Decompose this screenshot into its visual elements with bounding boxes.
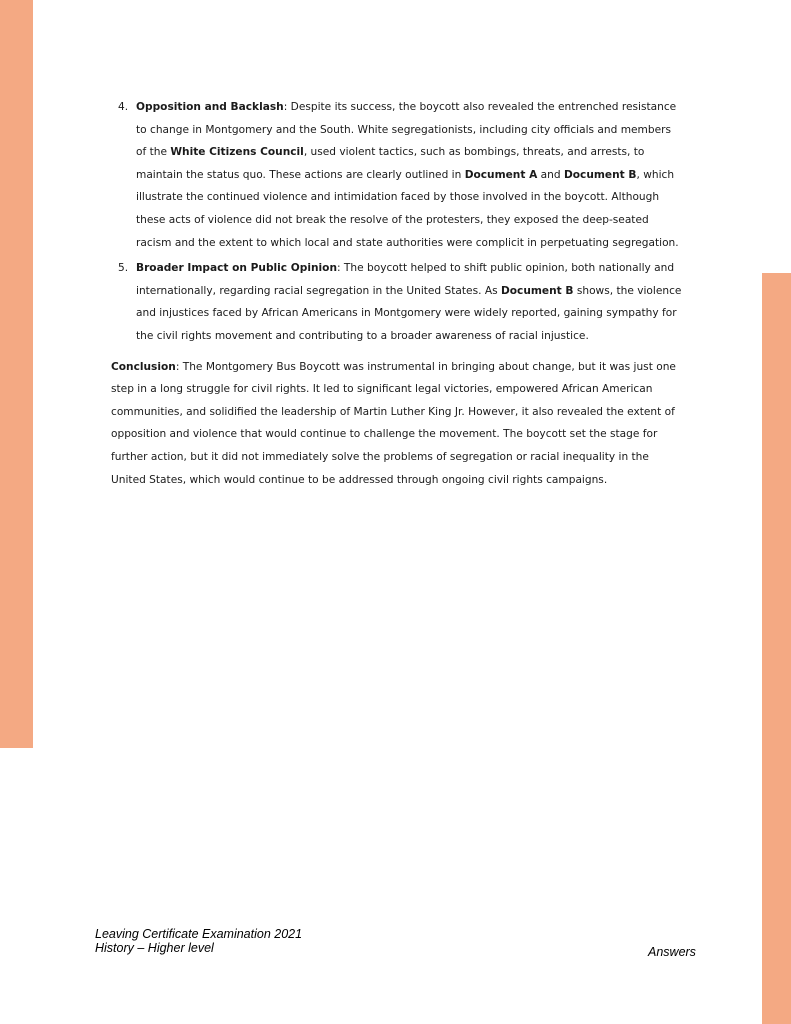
point-text: , used violent tactics, such as bombings, threats, and arrests, to maintain the status quo. These actions are clearly outlined in [136,146,645,181]
answer-content [111,96,683,491]
point-text: : The boycott helped to shift public opinion, both nationally and internationally, regarding racial segregation in the United States. As [136,262,675,297]
point-heading: Broader Impact on Public Opinion [136,262,337,275]
point-text: shows, the violence and injustices faced by African Americans in Montgomery were widely reported, gaining sympathy for the civil rights movement and contributing to a broader awareness of racial injustice. [136,284,682,342]
point-bold-term: White Citizens Council [170,146,304,159]
footer-section-label: Answers [648,945,696,959]
footer-exam-info [95,927,302,955]
point-text: , which illustrate the continued violence and intimidation faced by those involved in the boycott. Although these acts of violence did not break the resolve of the protesters, they exposed the deep-seated racism and the extent to which local and state authorities were complicit in perpetuating segregation. [136,168,679,249]
point-bold-term: Document B [563,168,637,181]
footer-exam-line: Leaving Certificate Examination 2021 [95,927,303,941]
point-bold-term: Document A [464,168,538,181]
left-accent-bar [0,0,33,748]
points-list [111,96,683,348]
conclusion-text: : The Montgomery Bus Boycott was instrumental in bringing about change, but it was just one step in a long struggle for civil rights. It led to significant legal victories, empowered African American communities, and solidified the leadership of Martin Luther King Jr. However, it also revealed the extent of opposition and violence that would continue to challenge the movement. The boycott set the stage for further action, but it did not immediately solve the problems of segregation or racial inequality in the United States, which would continue to be addressed through ongoing civil rights campaigns. [111,360,676,486]
list-number: 5. [118,262,129,275]
point-text: and [537,168,564,181]
list-number: 4. [118,101,129,113]
list-item [111,257,683,347]
point-bold-term: Document B [500,284,574,297]
point-heading: Opposition and Backlash [136,101,284,113]
conclusion-paragraph [111,356,683,492]
point-text: : Despite its success, the boycott also revealed the entrenched resistance to change in Montgomery and the South. White segregationists, including city officials and members of the [136,101,677,159]
footer-level-line: History – Higher level [95,941,214,955]
conclusion-heading: Conclusion [111,360,176,373]
right-accent-bar [762,273,791,1024]
list-item [111,96,683,254]
